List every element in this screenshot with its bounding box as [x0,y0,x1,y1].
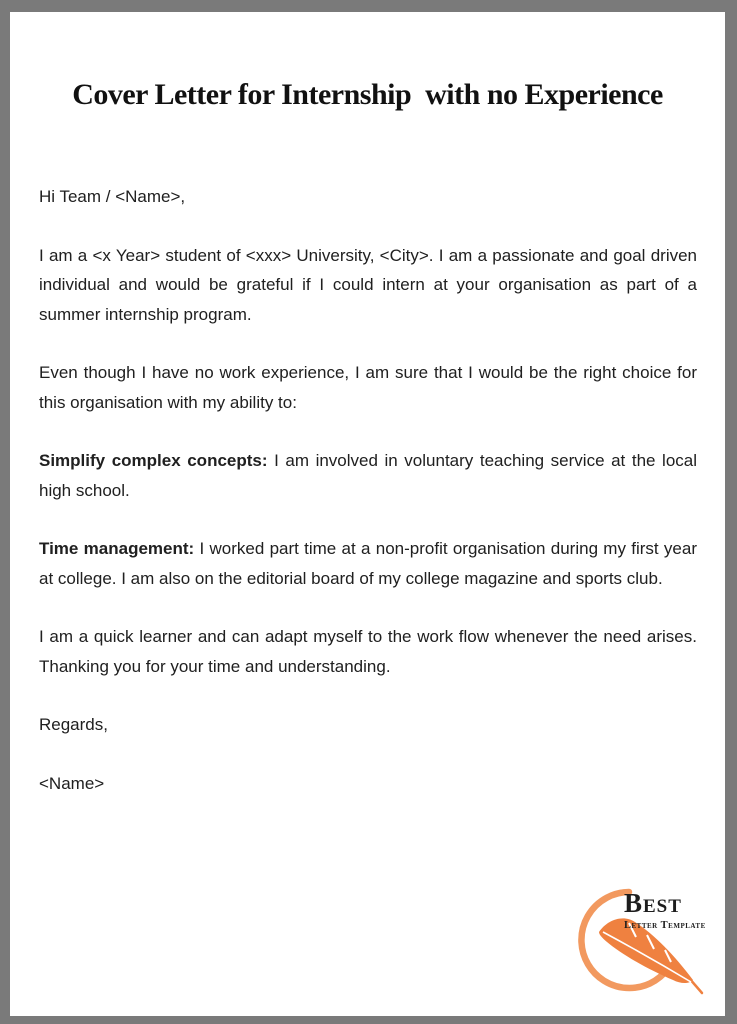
letter-title: Cover Letter for Internship with no Experience [72,78,663,111]
logo-brand-text: Best [624,888,682,918]
feather-quill-icon [689,978,702,993]
greeting-line: Hi Team / <Name>, [39,187,186,206]
signature-name: <Name> [39,773,105,793]
skill-paragraph-time [39,534,697,593]
closing-paragraph: I am a quick learner and can adapt myself to the work flow whenever the need arises. Thanking you for your time and understanding. [39,627,697,676]
letter-body [10,114,725,798]
brand-logo [577,880,712,1000]
skill-text-time: I worked part time at a non-profit organisation during my first year at college. I am also on the editorial board of my college magazine and sports club. [39,539,697,588]
skill-text-simplify: I am involved in voluntary teaching service at the local high school. [39,451,698,500]
no-experience-paragraph: Even though I have no work experience, I am sure that I would be the right choice for this organisation with my ability to: [39,363,697,412]
skill-lead-simplify: Simplify complex concepts: [39,451,268,470]
skill-paragraph-simplify [39,446,697,505]
logo-tagline-text: Letter Template [624,920,706,931]
regards-line: Regards, [39,715,108,734]
skill-lead-time: Time management: [39,539,195,558]
letter-page [10,12,725,1016]
intro-paragraph: I am a <x Year> student of <xxx> University, <City>. I am a passionate and goal driven individual and would be grateful if I could intern at your organisation as part of a summer internship program. [39,245,697,324]
